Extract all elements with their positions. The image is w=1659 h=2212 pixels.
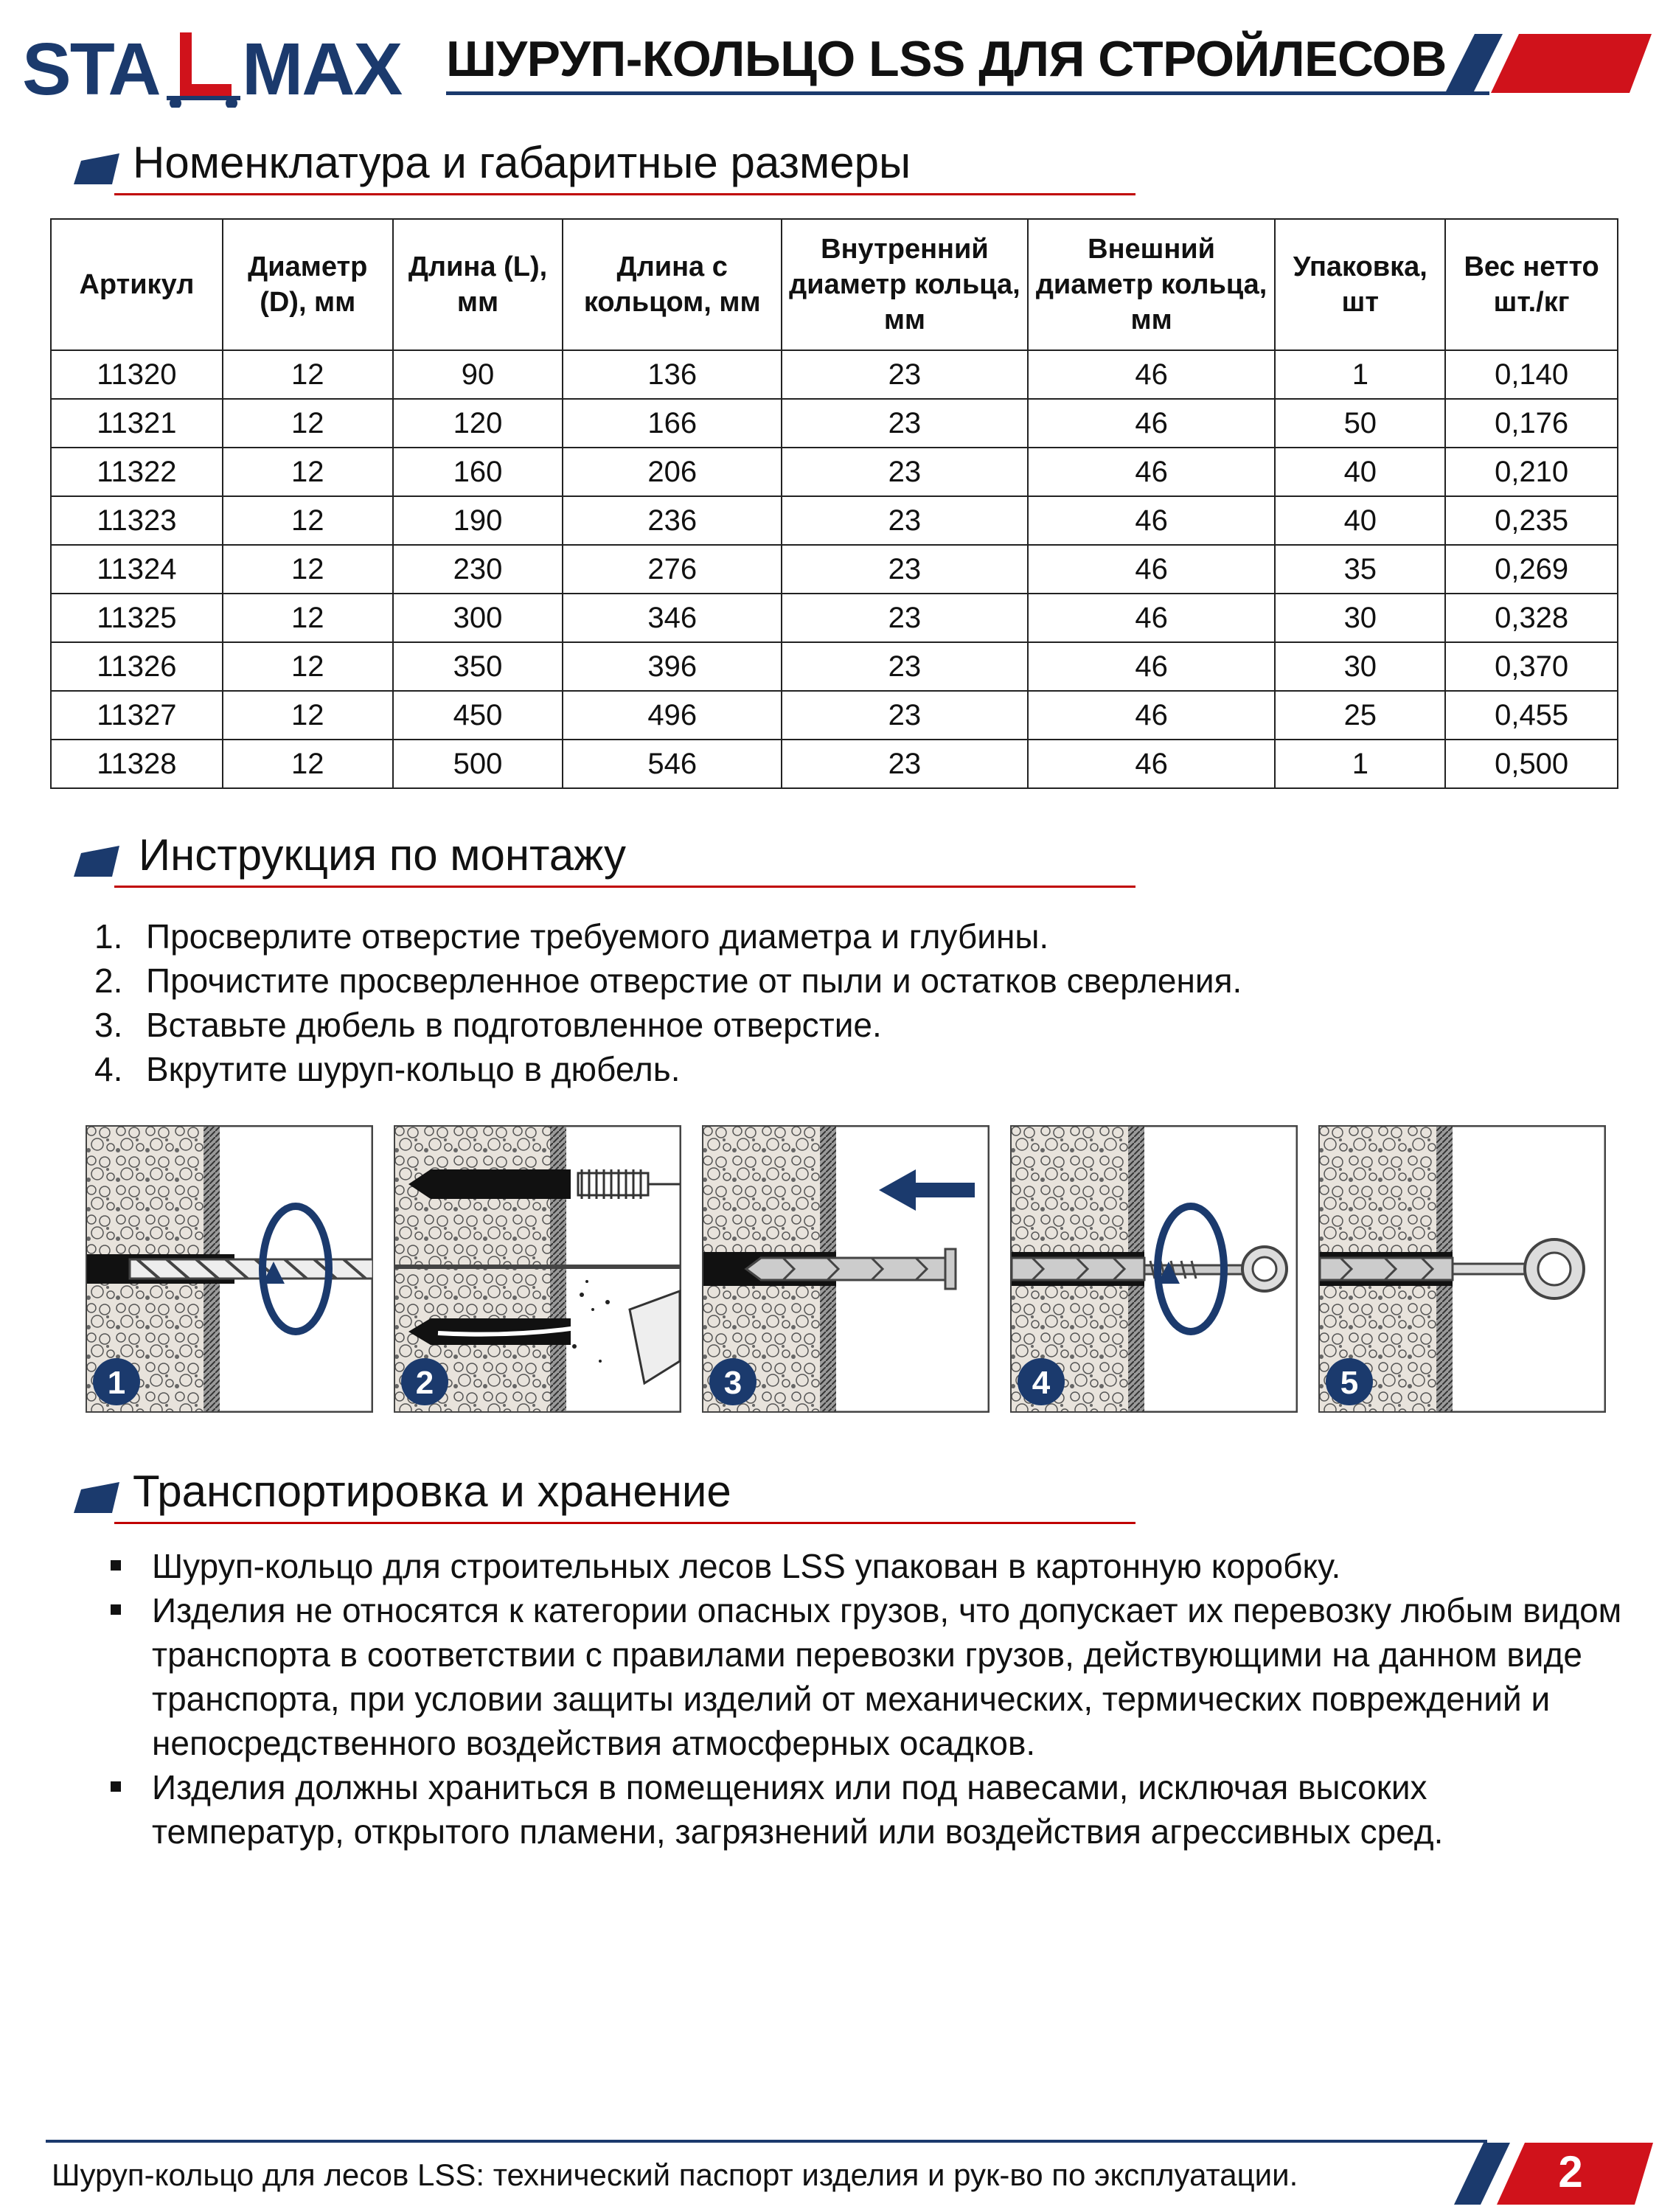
list-item bbox=[111, 1544, 1622, 1588]
table-cell: 40 bbox=[1275, 448, 1445, 496]
stalmax-logo bbox=[22, 27, 442, 108]
table-cell: 23 bbox=[782, 740, 1028, 788]
table-cell: 23 bbox=[782, 399, 1028, 448]
list-item-text: Изделия должны храниться в помещениях или под навесами, исключая высоких температур, открытого пламени, загрязнений или воздействия агрессивных сред. bbox=[152, 1768, 1444, 1851]
list-item bbox=[111, 1588, 1622, 1765]
table-cell: 1 bbox=[1275, 740, 1445, 788]
table-cell: 11327 bbox=[51, 691, 223, 740]
section-marker-icon bbox=[74, 846, 119, 877]
table-cell: 23 bbox=[782, 350, 1028, 399]
step-badge: 5 bbox=[1340, 1365, 1359, 1401]
table-cell: 11320 bbox=[51, 350, 223, 399]
svg-text:MAX: MAX bbox=[242, 28, 402, 108]
column-header: Вес нетто шт./кг bbox=[1445, 219, 1618, 350]
list-item bbox=[94, 1047, 1242, 1091]
table-cell: 12 bbox=[223, 350, 393, 399]
table-cell: 160 bbox=[393, 448, 563, 496]
table-cell: 350 bbox=[393, 642, 563, 691]
column-header: Артикул bbox=[51, 219, 223, 350]
table-cell: 12 bbox=[223, 545, 393, 594]
column-header: Длина (L), мм bbox=[393, 219, 563, 350]
bullet-icon bbox=[111, 1781, 121, 1792]
table-cell: 0,500 bbox=[1445, 740, 1618, 788]
table-cell: 46 bbox=[1028, 350, 1276, 399]
ring-installed-icon bbox=[1318, 1125, 1606, 1413]
header-stripes bbox=[1445, 34, 1652, 93]
screw-in-ring-icon bbox=[1010, 1125, 1298, 1413]
table-cell: 30 bbox=[1275, 594, 1445, 642]
instruction-list bbox=[94, 914, 1242, 1091]
table-cell: 46 bbox=[1028, 496, 1276, 545]
table-cell: 12 bbox=[223, 740, 393, 788]
list-item bbox=[94, 914, 1242, 959]
table-cell: 0,235 bbox=[1445, 496, 1618, 545]
table-cell: 25 bbox=[1275, 691, 1445, 740]
section-title: Инструкция по монтажу bbox=[139, 830, 626, 880]
drill-rotate-icon bbox=[86, 1125, 373, 1413]
svg-text:STA: STA bbox=[22, 28, 160, 108]
table-row bbox=[51, 740, 1618, 788]
table-cell: 0,328 bbox=[1445, 594, 1618, 642]
table-cell: 46 bbox=[1028, 448, 1276, 496]
section-rule bbox=[114, 886, 1135, 888]
table-cell: 120 bbox=[393, 399, 563, 448]
table-cell: 276 bbox=[563, 545, 782, 594]
step-badge: 4 bbox=[1032, 1365, 1051, 1401]
table-cell: 0,210 bbox=[1445, 448, 1618, 496]
section-marker-icon bbox=[74, 153, 119, 184]
insert-dowel-icon bbox=[702, 1125, 990, 1413]
table-cell: 46 bbox=[1028, 642, 1276, 691]
table-cell: 23 bbox=[782, 642, 1028, 691]
table-row bbox=[51, 545, 1618, 594]
section-rule bbox=[114, 193, 1135, 195]
bullet-icon bbox=[111, 1604, 121, 1615]
table-cell: 396 bbox=[563, 642, 782, 691]
table-cell: 12 bbox=[223, 642, 393, 691]
table-cell: 190 bbox=[393, 496, 563, 545]
table-cell: 230 bbox=[393, 545, 563, 594]
table-cell: 46 bbox=[1028, 740, 1276, 788]
table-cell: 11325 bbox=[51, 594, 223, 642]
table-row bbox=[51, 691, 1618, 740]
table-cell: 0,269 bbox=[1445, 545, 1618, 594]
section-rule bbox=[114, 1522, 1135, 1524]
table-cell: 30 bbox=[1275, 642, 1445, 691]
page-number: 2 bbox=[1558, 2147, 1583, 2197]
table-row bbox=[51, 496, 1618, 545]
step-number: 2. bbox=[94, 961, 123, 1000]
step-text: Вставьте дюбель в подготовленное отверстие. bbox=[146, 1006, 882, 1044]
footer-text: Шуруп-кольцо для лесов LSS: технический паспорт изделия и рук-во по эксплуатации. bbox=[52, 2157, 1298, 2192]
step-badge: 3 bbox=[723, 1365, 742, 1401]
table-cell: 206 bbox=[563, 448, 782, 496]
table-row bbox=[51, 594, 1618, 642]
brush-blowout-icon bbox=[394, 1125, 681, 1413]
table-cell: 90 bbox=[393, 350, 563, 399]
table-cell: 12 bbox=[223, 448, 393, 496]
table-cell: 23 bbox=[782, 496, 1028, 545]
table-cell: 496 bbox=[563, 691, 782, 740]
column-header: Диаметр (D), мм bbox=[223, 219, 393, 350]
list-item bbox=[94, 1003, 1242, 1047]
section-title: Номенклатура и габаритные размеры bbox=[133, 138, 911, 187]
list-item-text: Изделия не относятся к категории опасных грузов, что допускает их перевозку любым видом транспорта в соответствии с правилами перевозки грузов, действующими на данном виде транспорта, при условии защиты изделий от механических, термических повреждений и непосредственного воздействия атмосферных осадков. bbox=[152, 1591, 1622, 1762]
footer-rule bbox=[46, 2140, 1487, 2143]
table-cell: 11328 bbox=[51, 740, 223, 788]
table-cell: 11323 bbox=[51, 496, 223, 545]
table-cell: 11326 bbox=[51, 642, 223, 691]
list-item bbox=[111, 1765, 1622, 1854]
table-cell: 136 bbox=[563, 350, 782, 399]
list-item-text: Шуруп-кольцо для строительных лесов LSS упакован в картонную коробку. bbox=[152, 1547, 1341, 1585]
table-cell: 546 bbox=[563, 740, 782, 788]
bullet-icon bbox=[111, 1560, 121, 1571]
table-header-row bbox=[51, 219, 1618, 350]
transport-list bbox=[111, 1544, 1622, 1854]
table-cell: 23 bbox=[782, 448, 1028, 496]
section-title: Транспортировка и хранение bbox=[133, 1467, 731, 1516]
step-badge: 2 bbox=[415, 1365, 434, 1401]
step-text: Вкрутите шуруп-кольцо в дюбель. bbox=[146, 1050, 681, 1088]
installation-illustrations bbox=[86, 1125, 1610, 1413]
list-item bbox=[94, 959, 1242, 1003]
table-cell: 12 bbox=[223, 691, 393, 740]
table-cell: 23 bbox=[782, 691, 1028, 740]
step-number: 4. bbox=[94, 1050, 123, 1088]
table-cell: 23 bbox=[782, 594, 1028, 642]
table-cell: 35 bbox=[1275, 545, 1445, 594]
table-cell: 11321 bbox=[51, 399, 223, 448]
table-cell: 0,140 bbox=[1445, 350, 1618, 399]
table-cell: 12 bbox=[223, 496, 393, 545]
table-cell: 12 bbox=[223, 594, 393, 642]
table-cell: 0,370 bbox=[1445, 642, 1618, 691]
table-cell: 450 bbox=[393, 691, 563, 740]
table-cell: 0,176 bbox=[1445, 399, 1618, 448]
section-marker-icon bbox=[74, 1482, 119, 1513]
table-cell: 50 bbox=[1275, 399, 1445, 448]
table-cell: 346 bbox=[563, 594, 782, 642]
step-text: Прочистите просверленное отверстие от пыли и остатков сверления. bbox=[146, 961, 1242, 1000]
table-row bbox=[51, 448, 1618, 496]
column-header: Длина с кольцом, мм bbox=[563, 219, 782, 350]
table-cell: 0,455 bbox=[1445, 691, 1618, 740]
column-header: Внешний диаметр кольца, мм bbox=[1028, 219, 1276, 350]
table-cell: 23 bbox=[782, 545, 1028, 594]
table-cell: 12 bbox=[223, 399, 393, 448]
table-cell: 166 bbox=[563, 399, 782, 448]
table-cell: 500 bbox=[393, 740, 563, 788]
table-row bbox=[51, 642, 1618, 691]
column-header: Внутренний диаметр кольца, мм bbox=[782, 219, 1028, 350]
table-cell: 46 bbox=[1028, 545, 1276, 594]
header-rule bbox=[446, 91, 1489, 95]
step-number: 1. bbox=[94, 917, 123, 956]
column-header: Упаковка, шт bbox=[1275, 219, 1445, 350]
table-cell: 11324 bbox=[51, 545, 223, 594]
table-row bbox=[51, 350, 1618, 399]
table-cell: 11322 bbox=[51, 448, 223, 496]
table-cell: 46 bbox=[1028, 594, 1276, 642]
table-cell: 46 bbox=[1028, 399, 1276, 448]
step-badge: 1 bbox=[107, 1365, 126, 1401]
spec-table bbox=[50, 218, 1618, 789]
step-text: Просверлите отверстие требуемого диаметра и глубины. bbox=[146, 917, 1049, 956]
table-cell: 40 bbox=[1275, 496, 1445, 545]
table-cell: 46 bbox=[1028, 691, 1276, 740]
table-cell: 300 bbox=[393, 594, 563, 642]
table-cell: 236 bbox=[563, 496, 782, 545]
document-title: ШУРУП-КОЛЬЦО LSS ДЛЯ СТРОЙЛЕСОВ bbox=[446, 31, 1447, 87]
step-number: 3. bbox=[94, 1006, 123, 1044]
table-row bbox=[51, 399, 1618, 448]
table-cell: 1 bbox=[1275, 350, 1445, 399]
